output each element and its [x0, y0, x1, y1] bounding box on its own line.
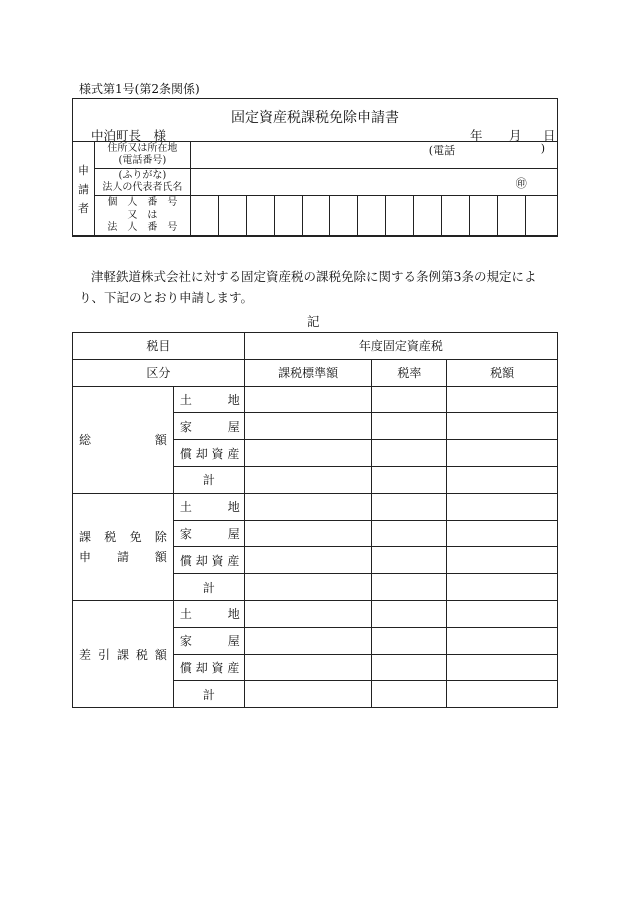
ki-label: 記 — [307, 314, 320, 329]
cell[interactable] — [372, 466, 447, 493]
cell[interactable] — [447, 493, 558, 520]
cell[interactable] — [372, 547, 447, 574]
cell[interactable] — [244, 386, 372, 413]
addressee: 中泊町長 様 — [91, 128, 167, 143]
cell[interactable] — [244, 600, 372, 627]
tax-amount-header: 税額 — [447, 359, 558, 386]
cell[interactable] — [372, 386, 447, 413]
number-digit-cell[interactable] — [274, 196, 302, 237]
cell[interactable] — [372, 681, 447, 708]
number-digit-cell[interactable] — [330, 196, 358, 237]
item-land: 土 地 — [173, 493, 244, 520]
cell[interactable] — [244, 654, 372, 681]
cell[interactable] — [244, 547, 372, 574]
item-depreciable: 償 却 資 産 — [173, 654, 244, 681]
cell[interactable] — [447, 600, 558, 627]
phone-field: (電話 — [428, 144, 456, 157]
name-field[interactable] — [190, 169, 557, 196]
number-digit-cell[interactable] — [414, 196, 442, 237]
number-digit-cell[interactable] — [470, 196, 498, 237]
item-house: 家 屋 — [173, 413, 244, 440]
number-digit-cell[interactable] — [358, 196, 386, 237]
cell[interactable] — [244, 627, 372, 654]
number-digit-cell[interactable] — [498, 196, 526, 237]
base-amount-header: 課税標準額 — [244, 359, 372, 386]
date-month: 月 — [509, 128, 522, 143]
address-label: 住所又は所在地 (電話番号) — [94, 142, 190, 169]
cell[interactable] — [447, 574, 558, 601]
cell[interactable] — [244, 493, 372, 520]
number-digit-cell[interactable] — [218, 196, 246, 237]
cell[interactable] — [447, 627, 558, 654]
form-number-label: 様式第1号(第2条関係) — [79, 82, 200, 96]
cell[interactable] — [244, 520, 372, 547]
item-depreciable: 償 却 資 産 — [173, 547, 244, 574]
cell[interactable] — [447, 413, 558, 440]
address-field[interactable] — [190, 142, 557, 169]
group-label-net: 差 引 課 税 額 — [73, 600, 174, 707]
phone-close: ) — [540, 142, 546, 155]
cell[interactable] — [372, 440, 447, 467]
number-digit-cell[interactable] — [246, 196, 274, 237]
name-label: (ふりがな) 法人の代表者氏名 — [94, 169, 190, 196]
cell[interactable] — [244, 466, 372, 493]
applicant-table — [72, 141, 558, 237]
cell[interactable] — [447, 547, 558, 574]
cell[interactable] — [244, 413, 372, 440]
cell[interactable] — [372, 574, 447, 601]
item-house: 家 屋 — [173, 627, 244, 654]
applicant-side-label: 申 請 者 — [73, 142, 95, 237]
item-subtotal: 計 — [173, 681, 244, 708]
item-land: 土 地 — [173, 600, 244, 627]
cell[interactable] — [244, 574, 372, 601]
number-label: 個 人 番 号 又 は 法 人 番 号 — [94, 196, 190, 237]
cell[interactable] — [372, 654, 447, 681]
item-subtotal: 計 — [173, 466, 244, 493]
tax-rate-header: 税率 — [372, 359, 447, 386]
cell[interactable] — [372, 600, 447, 627]
cell[interactable] — [372, 627, 447, 654]
tax-year-header: 年度固定資産税 — [244, 333, 557, 360]
group-label-exemption: 課 税 免 除 申 請 額 — [73, 493, 174, 600]
cell[interactable] — [244, 440, 372, 467]
cell[interactable] — [372, 413, 447, 440]
tax-item-header: 税目 — [73, 333, 245, 360]
item-subtotal: 計 — [173, 574, 244, 601]
item-land: 土 地 — [173, 386, 244, 413]
cell[interactable] — [372, 520, 447, 547]
cell[interactable] — [447, 466, 558, 493]
number-digit-cell[interactable] — [526, 196, 558, 237]
cell[interactable] — [447, 654, 558, 681]
cell[interactable] — [244, 681, 372, 708]
form-title: 固定資産税課税免除申請書 — [231, 110, 399, 126]
tax-table — [72, 332, 558, 708]
application-paragraph: 津軽鉄道株式会社に対する固定資産税の課税免除に関する条例第3条の規定により、下記のとおり申請します。 — [79, 269, 537, 305]
date-day: 日 — [543, 128, 556, 143]
cell[interactable] — [447, 440, 558, 467]
date-year: 年 — [470, 128, 483, 143]
cell[interactable] — [447, 520, 558, 547]
item-house: 家 屋 — [173, 520, 244, 547]
number-digit-cell[interactable] — [302, 196, 330, 237]
number-digit-cell[interactable] — [190, 196, 218, 237]
cell[interactable] — [447, 681, 558, 708]
item-depreciable: 償 却 資 産 — [173, 440, 244, 467]
number-digit-cell[interactable] — [442, 196, 470, 237]
group-label-total: 総 額 — [73, 386, 174, 493]
cell[interactable] — [447, 386, 558, 413]
number-digit-cell[interactable] — [386, 196, 414, 237]
division-header: 区分 — [73, 359, 245, 386]
seal-mark: ㊞ — [515, 177, 527, 190]
cell[interactable] — [372, 493, 447, 520]
